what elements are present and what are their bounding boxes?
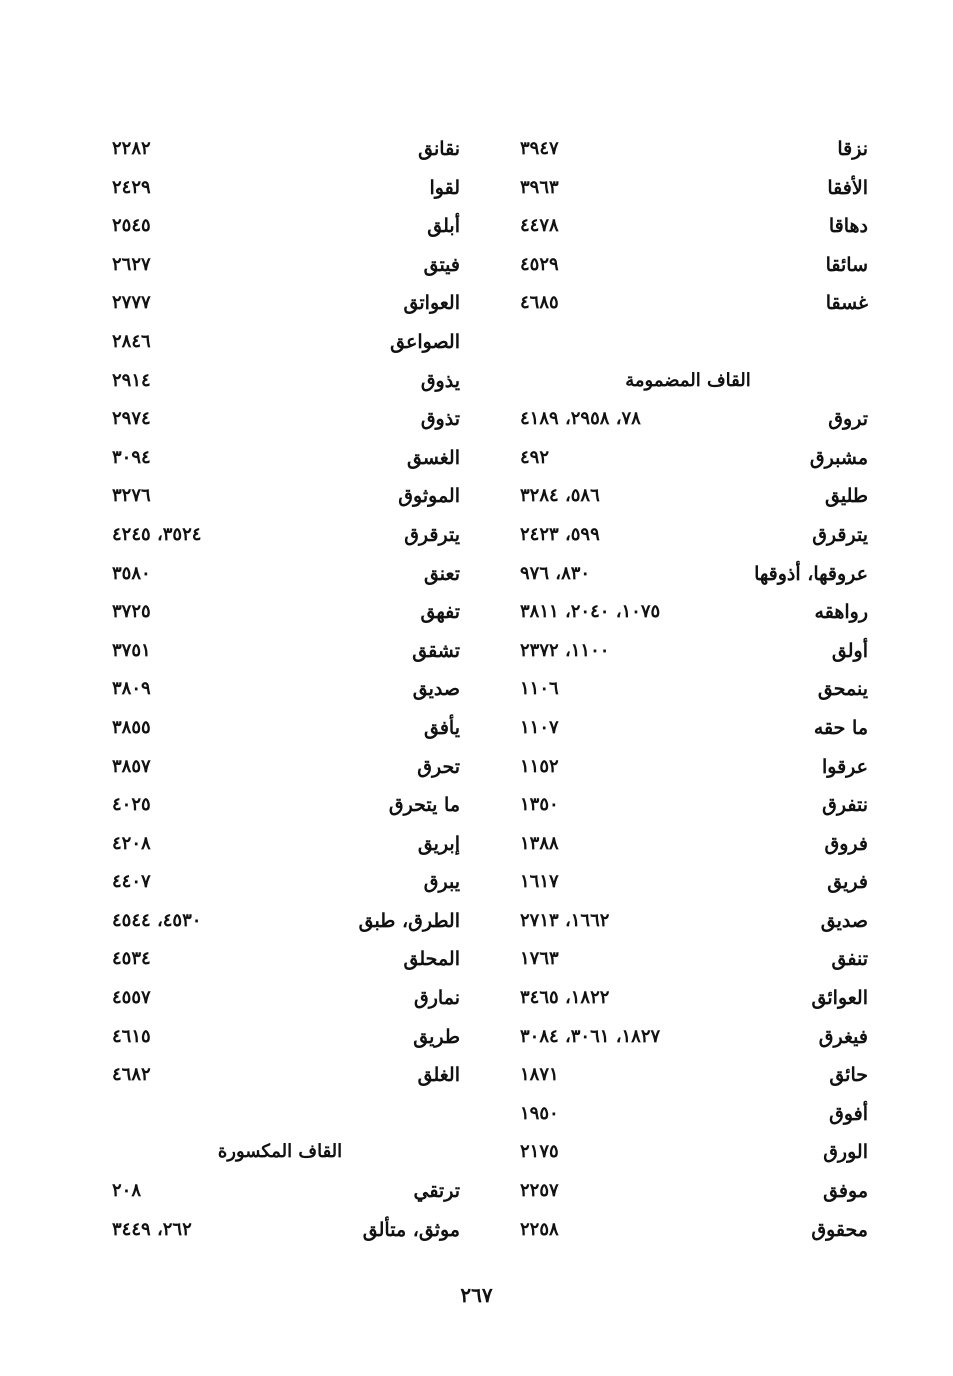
index-entry (508, 865, 868, 904)
entry-word: يترقرق (812, 523, 868, 546)
index-entry (100, 518, 460, 557)
index-entry (508, 1097, 868, 1136)
entry-numbers: ٤٩٢ (520, 446, 550, 468)
index-entry (508, 479, 868, 518)
index-entry (508, 827, 868, 866)
entry-word: لقوا (429, 176, 460, 199)
index-entry (508, 1020, 868, 1059)
entry-numbers: ٢٧٧٧ (112, 292, 151, 314)
index-entry (100, 325, 460, 364)
index-entry (508, 325, 868, 364)
page-number: ٢٦٧ (460, 1283, 493, 1307)
section-heading-row (100, 1135, 460, 1174)
entry-word: فروق (824, 832, 868, 855)
entry-numbers: ٢٤٢٩ (112, 176, 151, 198)
index-entry (100, 904, 460, 943)
entry-word: يذوق (420, 369, 460, 392)
index-entry (100, 209, 460, 248)
entry-numbers: ١١٠٧ (520, 716, 559, 738)
entry-numbers: ٥٩٩، ٢٤٢٣ (520, 523, 600, 545)
index-entry (508, 595, 868, 634)
entry-word: نقانق (418, 138, 460, 160)
entry-word: الطرق، طبق (358, 909, 460, 932)
entry-numbers: ١٦٦٢، ٢٧١٣ (520, 909, 610, 931)
entry-word: صديق (412, 678, 460, 701)
entry-word: دهاقا (828, 215, 868, 238)
entry-word: طريق (413, 1025, 460, 1048)
entry-numbers: ٢٠٨ (112, 1180, 142, 1202)
entry-numbers: ٣٨٥٥ (112, 716, 151, 738)
entry-word: عروقها، أذوقها (754, 562, 868, 585)
entry-numbers: ٣٩٦٣ (520, 176, 559, 198)
entry-numbers: ٣٧٢٥ (112, 601, 151, 623)
index-entry (508, 942, 868, 981)
entry-numbers: ٤٥٣٤ (112, 948, 151, 970)
index-entry (100, 1058, 460, 1097)
index-entry (508, 904, 868, 943)
entry-word: ينمحق (817, 678, 868, 701)
section-heading-row (508, 364, 868, 403)
index-entry (508, 1174, 868, 1213)
index-entry (100, 865, 460, 904)
entry-numbers: ٣٧٥١ (112, 639, 151, 661)
index-entry (508, 750, 868, 789)
entry-word: فريق (827, 871, 868, 894)
index-entry (100, 286, 460, 325)
entry-word: تروق (828, 408, 868, 431)
entry-word: مشبرق (809, 446, 868, 469)
index-entry (100, 441, 460, 480)
section-heading: القاف المكسورة (217, 1141, 343, 1163)
entry-word: رواهقه (814, 601, 868, 624)
index-entry (100, 171, 460, 210)
index-entry (508, 1058, 868, 1097)
index-entry (100, 942, 460, 981)
section-heading: القاف المضمومة (625, 369, 751, 391)
entry-numbers: ٣٠٩٤ (112, 446, 151, 468)
entry-word: الورق (823, 1141, 868, 1164)
entry-numbers: ١١٠٠، ٢٣٧٢ (520, 639, 610, 661)
index-entry (508, 557, 868, 596)
entry-word: الغسق (406, 446, 460, 469)
entry-numbers: ١٩٥٠ (520, 1102, 559, 1124)
entry-numbers: ٢٩١٤ (112, 369, 151, 391)
entry-word: سائقا (825, 253, 868, 276)
index-entry (100, 827, 460, 866)
entry-numbers: ٢٢٨٢ (112, 138, 151, 159)
index-entry (100, 634, 460, 673)
entry-numbers: ١٣٥٠ (520, 794, 559, 816)
index-entry (100, 364, 460, 403)
entry-numbers: ٢٦٢، ٣٤٤٩ (112, 1218, 192, 1240)
entry-word: طليق (825, 485, 868, 508)
index-entry (508, 634, 868, 673)
entry-word: عرقوا (822, 755, 868, 778)
entry-word: فيتق (423, 253, 460, 276)
entry-numbers: ٤٦٨٢ (112, 1064, 151, 1086)
entry-numbers: ٤٤٠٧ (112, 871, 151, 893)
entry-numbers: ٤٦١٥ (112, 1025, 151, 1047)
entry-numbers: ٣٨٥٧ (112, 755, 151, 777)
entry-numbers: ١٣٨٨ (520, 832, 559, 854)
entry-numbers: ٤٦٨٥ (520, 292, 559, 314)
entry-word: فيغرق (818, 1025, 868, 1048)
entry-numbers: ٣٨٠٩ (112, 678, 151, 700)
entry-numbers: ٣٩٤٧ (520, 138, 559, 159)
entry-numbers: ١٧٦٣ (520, 948, 559, 970)
index-entry (100, 1213, 460, 1252)
entry-word: تشقق (412, 639, 460, 662)
index-entry (100, 788, 460, 827)
index-entry (100, 1174, 460, 1213)
index-entry (508, 788, 868, 827)
left-column (100, 132, 460, 1251)
entry-numbers: ١٨٢٧، ٣٠٦١، ٣٠٨٤ (520, 1025, 661, 1047)
entry-numbers: ٢١٧٥ (520, 1141, 559, 1163)
entry-word: موثق، متألق (362, 1218, 460, 1241)
entry-word: تحرق (417, 755, 460, 778)
entry-numbers: ١١٥٢ (520, 755, 559, 777)
entry-numbers: ٣٥٢٤، ٤٢٤٥ (112, 523, 202, 545)
entry-numbers: ٨٣٠، ٩٧٦ (520, 562, 591, 584)
entry-word: الأفقا (827, 176, 868, 199)
entry-word: ما يتحرق (388, 794, 460, 817)
entry-numbers: ٣٢٧٦ (112, 485, 151, 507)
entry-word: ما حقه (813, 716, 868, 739)
entry-numbers: ٤٥٣٠، ٤٥٤٤ (112, 909, 202, 931)
entry-numbers: ١١٠٦ (520, 678, 559, 700)
index-entry (508, 711, 868, 750)
entry-word: تعنق (423, 562, 460, 585)
index-entry (100, 595, 460, 634)
index-entry (508, 171, 868, 210)
index-entry (100, 981, 460, 1020)
index-entry (100, 672, 460, 711)
entry-word: نزقا (837, 138, 868, 160)
entry-word: موفق (823, 1180, 868, 1203)
index-entry (508, 1135, 868, 1174)
entry-word: ترتقي (413, 1180, 460, 1203)
index-entry (508, 672, 868, 711)
index-entry (100, 402, 460, 441)
index-entry (508, 441, 868, 480)
entry-numbers: ٢٩٧٤ (112, 408, 151, 430)
entry-word: تنفق (831, 948, 868, 971)
entry-numbers: ٣٥٨٠ (112, 562, 151, 584)
index-entry (508, 286, 868, 325)
entry-numbers: ١٠٧٥، ٢٠٤٠، ٣٨١١ (520, 601, 661, 623)
index-entry (508, 132, 868, 171)
entry-numbers: ٤٤٧٨ (520, 215, 559, 237)
entry-numbers: ٤٠٢٥ (112, 794, 151, 816)
entry-numbers: ٢٢٥٨ (520, 1218, 559, 1240)
entry-word: صديق (820, 909, 868, 932)
index-entry (100, 479, 460, 518)
entry-word: نتفرق (822, 794, 868, 817)
entry-numbers: ٥٨٦، ٣٢٨٤ (520, 485, 600, 507)
entry-word: يأفق (423, 716, 460, 739)
entry-word: يترقرق (404, 523, 460, 546)
index-entry (508, 1213, 868, 1252)
right-column (508, 132, 868, 1251)
index-entry (100, 248, 460, 287)
entry-word: العوائق (811, 987, 868, 1010)
entry-word: الصواعق (390, 330, 460, 353)
entry-numbers: ٤٥٥٧ (112, 987, 151, 1009)
entry-word: نمارق (414, 987, 460, 1010)
index-entry (508, 981, 868, 1020)
entry-word: يبرق (423, 871, 460, 894)
index-entry (100, 1020, 460, 1059)
entry-numbers: ٧٨، ٢٩٥٨، ٤١٨٩ (520, 408, 641, 430)
index-entry (508, 402, 868, 441)
entry-numbers: ٤٥٢٩ (520, 253, 559, 275)
entry-numbers: ٢٨٤٦ (112, 330, 151, 352)
entry-numbers: ٢٢٥٧ (520, 1180, 559, 1202)
entry-word: حائق (829, 1064, 868, 1087)
index-entry (100, 750, 460, 789)
entry-numbers: ٢٥٤٥ (112, 215, 151, 237)
index-entry (100, 1097, 460, 1136)
entry-word: غسقا (825, 292, 868, 315)
entry-word: أبلق (427, 215, 460, 238)
entry-word: تفهق (420, 601, 460, 624)
entry-word: إبريق (417, 832, 460, 855)
entry-numbers: ٤٢٠٨ (112, 832, 151, 854)
entry-word: المحلق (403, 948, 460, 971)
index-entry (508, 209, 868, 248)
entry-numbers: ٢٦٢٧ (112, 253, 151, 275)
entry-word: أولق (831, 639, 868, 662)
entry-word: تذوق (420, 408, 460, 431)
index-entry (100, 557, 460, 596)
index-entry (508, 518, 868, 557)
entry-word: العواتق (403, 292, 460, 315)
entry-word: محقوق (811, 1218, 868, 1241)
entry-word: الموثوق (398, 485, 460, 508)
index-entry (100, 711, 460, 750)
index-entry (508, 248, 868, 287)
entry-word: الغلق (417, 1064, 460, 1087)
entry-numbers: ١٦١٧ (520, 871, 559, 893)
entry-numbers: ١٨٧١ (520, 1064, 559, 1086)
entry-word: أفوق (829, 1102, 868, 1125)
entry-numbers: ١٨٢٢، ٣٤٦٥ (520, 987, 610, 1009)
index-entry (100, 132, 460, 171)
